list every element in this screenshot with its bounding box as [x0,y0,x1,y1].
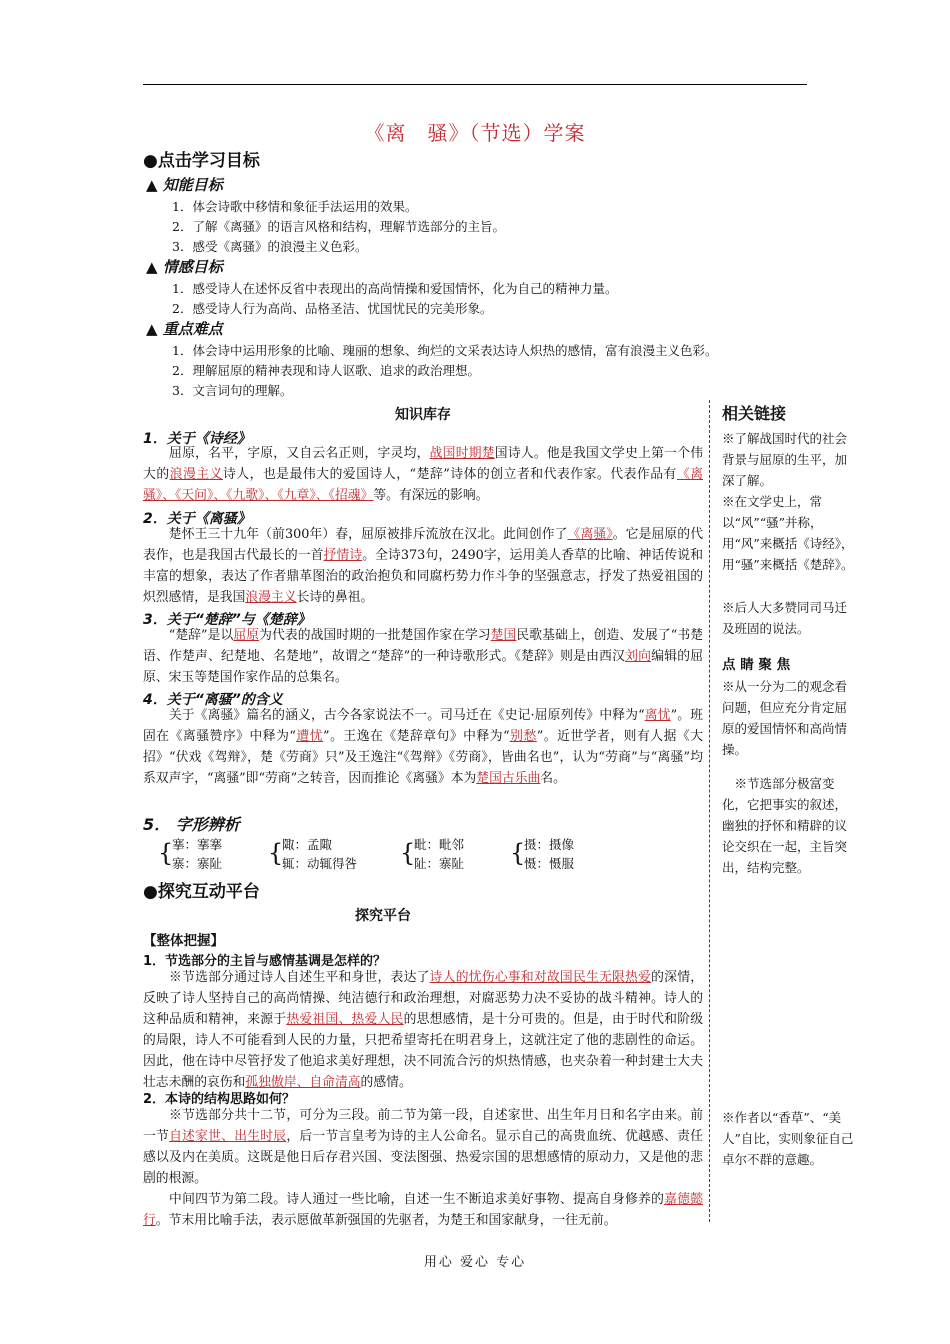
side-note: ※后人大多赞同司马迁及班固的说法。 [722,600,848,636]
brace-icon: { [510,839,526,867]
column-divider [709,400,710,1222]
glyph-pair: 搴：搴搴 [172,837,223,852]
qinggan-label: ▲ 情感目标 [146,258,223,276]
zhineng-item: 1．体会诗歌中移情和象征手法运用的效果。 [172,199,418,214]
related-links-heading: 相关链接 [722,404,787,423]
qinggan-item: 1．感受诗人在述怀反省中表现出的高尚情操和爱国情怀，化为自己的精神力量。 [172,281,618,296]
brace-icon: { [268,839,284,867]
q2-title: 2．本诗的结构思路如何？ [143,1092,296,1107]
kb-p1-text: 屈原，名平，字原，又自云名正则，字灵均，战国时期楚国诗人。他是我国文学史上第一个伟大的浪漫主义诗人，也是最伟大的爱国诗人，“楚辞”诗体的创立者和代表作家。代表作品有《离骚》、《天问》、《九歌》、《九章》、《招魂》等。有深远的影响。 [143,446,704,503]
brace-icon: { [158,839,174,867]
glyph-pair: 摄：摄像 [524,837,575,852]
side-note: ※了解战国时代的社会背景与屈原的生平，加深了解。 [722,431,848,488]
brace-icon: { [400,839,416,867]
explore-subheading: 探究平台 [355,908,411,924]
goals-heading: ●点击学习目标 [143,151,260,171]
zhongdian-item: 3．文言词句的理解。 [172,383,293,398]
kb-p5-title: 5． 字形辨析 [143,815,240,834]
focus-heading: 点 睛 聚 焦 [722,657,791,673]
zhineng-item: 3．感受《离骚》的浪漫主义色彩。 [172,239,368,254]
page-footer: 用心 爱心 专心 [423,1255,527,1270]
kb-p3-title: 3．关于“楚辞”与《楚辞》 [143,612,311,628]
glyph-pair: 寨：寨阯 [172,856,223,871]
glyph-pair: 慑：慑服 [524,856,575,871]
zhongdian-label: ▲ 重点难点 [146,320,223,338]
zhineng-item: 2．了解《离骚》的语言风格和结构，理解节选部分的主旨。 [172,219,505,234]
q1-answer: ※节选部分通过诗人自述生平和身世，表达了诗人的忧伤心事和对故国民生无限热爱的深情，反映了诗人坚持自己的高尚情操、纯洁德行和政治理想，对腐恶势力决不妥协的战斗精神。诗人的这种品质和精神，来源于热爱祖国、热爱人民的思想感情，是十分可贵的。但是，由于时代和阶级的局限，诗人不可能看到人民的力量，只把希望寄托在明君身上，这就注定了他的悲剧性的命运。因此，他在诗中尽管抒发了他追求美好理想，决不同流合污的炽热情感，也夹杂着一种封建士大夫壮志未酬的哀伤和孤独傲岸、自命清高的感情。 [143,970,704,1090]
kb-p2-text: 楚怀王三十九年（前300年）春，屈原被排斥流放在汉北。此间创作了《离骚》。它是屈原的代表作，也是我国古代最长的一首抒情诗。全诗373句，2490字，运用美人香草的比喻、神话传说和丰富的想象，表达了作者鼎革图治的政治抱负和同腐朽势力作斗争的坚强意志，抒发了热爱祖国的炽烈感情，是我国浪漫主义长诗的鼻祖。 [143,527,703,605]
kb-p2-title: 2．关于《离骚》 [143,511,251,527]
side-note: ※在文学史上，常以“风”“骚”并称，用“风”来概括《诗经》，用“骚”来概括《楚辞》。 [722,494,854,572]
q1-title: 1．节选部分的主旨与感情基调是怎样的？ [143,954,387,969]
explore-heading: ●探究互动平台 [143,882,260,902]
q2-answer: ※节选部分共十二节，可分为三段。前二节为第一段，自述家世、出生年月日和名字由来。前一节自述家世、出生时辰，后一节言皇考为诗的主人公命名。显示自己的高贵血统、优越感、责任感以及内在美质。这既是他日后存君兴国、变法图强、热爱宗国的思想感情的原动力，又是他的悲剧的根源。 中间四节为第二段。诗人通过一些比喻，自述一生不断追求美好事物、提高自身修养的嘉德懿行。节末用比喻手法，表示愿做革新强国的先驱者，为楚王和国家献身，一往无前。 [143,1108,704,1228]
qinggan-item: 2．感受诗人行为高尚、品格圣洁、忧国忧民的完美形象。 [172,301,493,316]
kb-p4-title: 4．关于“离骚”的含义 [143,692,283,708]
glyph-pair: 陬：孟陬 [282,837,333,852]
top-rule [143,84,807,85]
zhongdian-item: 1．体会诗中运用形象的比喻、瑰丽的想象、绚烂的文采表达诗人炽热的感情，富有浪漫主义色彩。 [172,343,718,358]
side-note: ※作者以“香草”、“美人”自比，实则象征自己卓尔不群的意趣。 [722,1110,854,1167]
side-note: ※从一分为二的观念看问题，但应充分肯定屈原的爱国情怀和高尚情操。 [722,679,848,757]
glyph-pair: 阯：寨阯 [414,856,465,871]
glyph-pair: 辄：动辄得咎 [282,856,358,871]
overall-bracket: 【整体把握】 [143,933,224,949]
kb-p1-title: 1．关于《诗经》 [143,431,251,447]
zhineng-label: ▲ 知能目标 [146,176,223,194]
side-note: ※节选部分极富变化，它把事实的叙述，幽独的抒怀和精辟的议论交织在一起，主旨突出，结构完整。 [722,776,848,875]
glyph-pair: 毗：毗邻 [414,837,465,852]
page-title: 《离 骚》（节选）学案 [364,121,586,145]
zhongdian-item: 2．理解屈原的精神表现和诗人讴歌、追求的政治理想。 [172,363,480,378]
kb-p3-text: “楚辞”是以屈原为代表的战国时期的一批楚国作家在学习楚国民歌基础上，创造、发展了“书楚语、作楚声、纪楚地、名楚地”，故谓之“楚辞”的一种诗歌形式。《楚辞》则是由西汉刘向编辑的屈原、宋玉等楚国作家作品的总集名。 [143,628,704,685]
kb-heading: 知识库存 [395,407,451,423]
kb-p4-text: 关于《离骚》篇名的涵义，古今各家说法不一。司马迁在《史记·屈原列传》中释为“离忧”。班固在《离骚赞序》中释为“遭忧”。王逸在《楚辞章句》中释为“别愁”。近世学者，则有人据《大招》“伏戏《驾辩》，楚《劳商》只”及王逸注“《驾辩》《劳商》，皆曲名也”，认为“劳商”与“离骚”均系双声字，“离骚”即“劳商”之转音，因而推论《离骚》本为楚国古乐曲名。 [143,708,704,786]
